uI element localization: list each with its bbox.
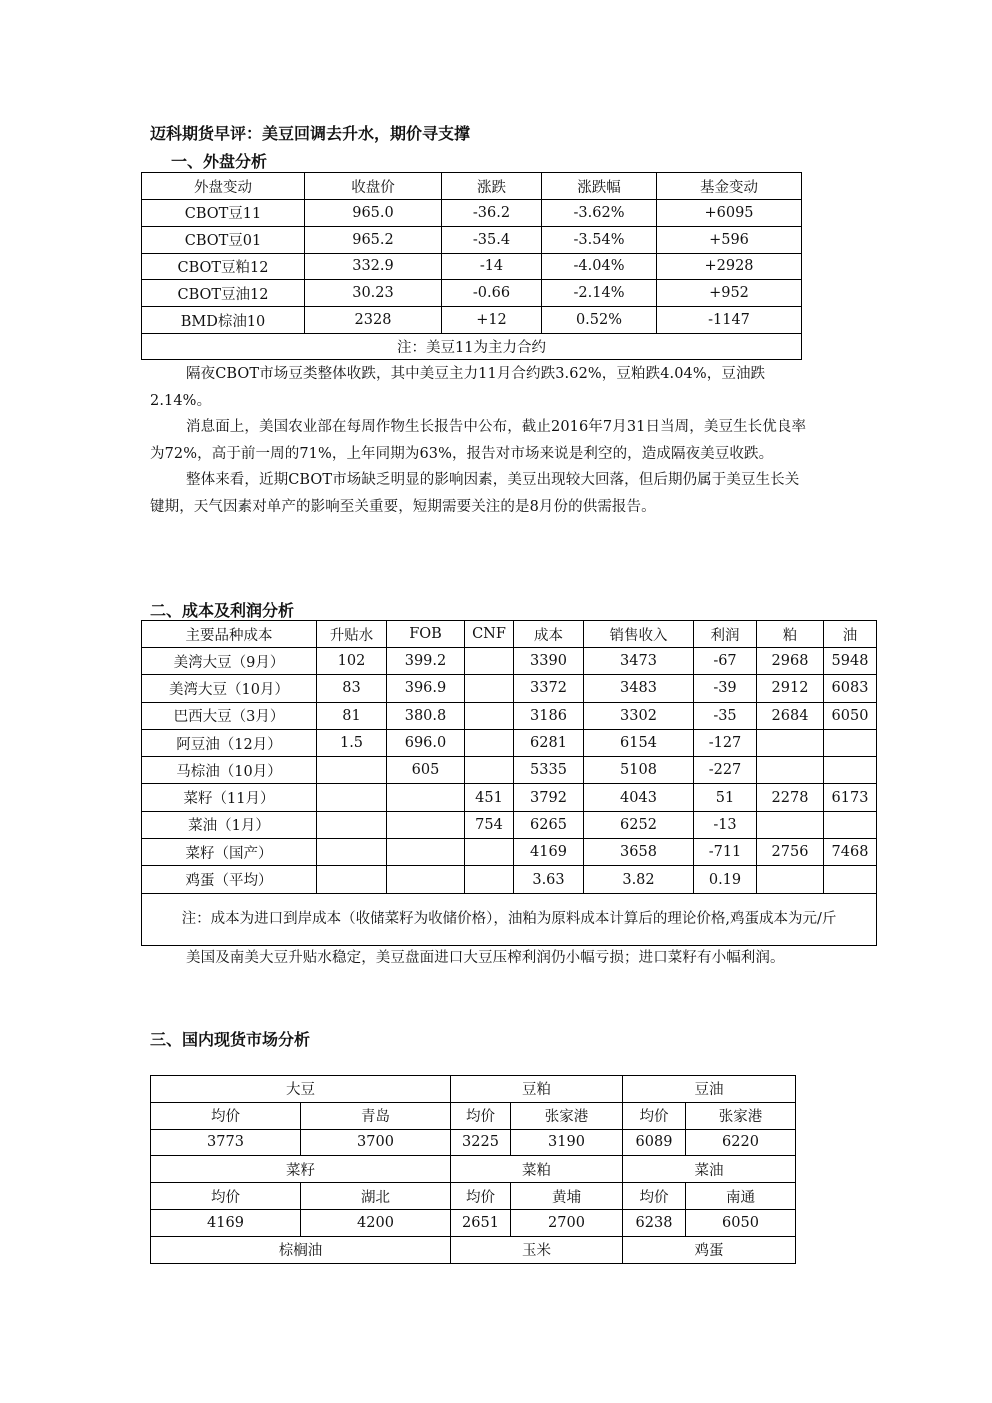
table-row	[142, 784, 877, 811]
table-cell: 6050	[686, 1209, 796, 1236]
table-cell: 3658	[584, 839, 694, 866]
group-header-row	[151, 1156, 796, 1183]
table-cell: CBOT豆油12	[142, 280, 305, 307]
table-cell: -1147	[657, 307, 802, 334]
table-cell: 965.0	[305, 200, 442, 227]
table-cell: 6238	[623, 1209, 686, 1236]
table-cell	[465, 675, 514, 702]
section2-paragraph	[141, 945, 801, 972]
page-title: 迈科期货早评：美豆回调去升水，期价寻支撑	[150, 124, 471, 143]
column-header: 升贴水	[317, 621, 387, 648]
group-header: 棕榈油	[151, 1236, 451, 1263]
group-header: 菜籽	[151, 1156, 451, 1183]
group-header-row	[151, 1076, 796, 1103]
table-cell: 6154	[584, 729, 694, 756]
table-cell: +596	[657, 226, 802, 253]
table-cell: CBOT豆粕12	[142, 253, 305, 280]
table-cell: 4200	[301, 1209, 451, 1236]
spot-market-table	[150, 1075, 796, 1264]
table-cell: -227	[694, 757, 757, 784]
table-cell: 399.2	[387, 648, 465, 675]
table-cell: 鸡蛋（平均）	[142, 866, 317, 893]
table-cell: -35	[694, 702, 757, 729]
table-cell	[824, 729, 877, 756]
table-cell	[387, 866, 465, 893]
table-cell	[387, 839, 465, 866]
table-cell	[317, 839, 387, 866]
subheader-row	[151, 1183, 796, 1210]
table-cell	[757, 757, 824, 784]
column-header: 成本	[514, 621, 584, 648]
table-cell: 3190	[511, 1129, 623, 1156]
column-header: 粕	[757, 621, 824, 648]
column-header: 利润	[694, 621, 757, 648]
table-row	[142, 675, 877, 702]
subheader-row	[151, 1102, 796, 1129]
table-cell: 332.9	[305, 253, 442, 280]
column-header: 湖北	[301, 1183, 451, 1210]
value-row	[151, 1209, 796, 1236]
table-cell	[465, 839, 514, 866]
table-cell: 马棕油（10月）	[142, 757, 317, 784]
table-row	[142, 280, 802, 307]
table-note: 注：美豆11为主力合约	[142, 333, 802, 359]
table-row	[142, 757, 877, 784]
column-header: 黄埔	[511, 1183, 623, 1210]
group-header: 豆粕	[451, 1076, 623, 1103]
table-cell: -0.66	[442, 280, 542, 307]
table-row	[142, 226, 802, 253]
table-cell: 阿豆油（12月）	[142, 729, 317, 756]
table-note-row	[142, 893, 877, 945]
table-cell: -3.62%	[542, 200, 657, 227]
table-cell	[317, 811, 387, 838]
table-cell: 3390	[514, 648, 584, 675]
table-cell: 2684	[757, 702, 824, 729]
table-cell: 605	[387, 757, 465, 784]
group-header: 菜粕	[451, 1156, 623, 1183]
table-cell: 巴西大豆（3月）	[142, 702, 317, 729]
table-cell: +952	[657, 280, 802, 307]
table-cell: 2700	[511, 1209, 623, 1236]
table-cell: 696.0	[387, 729, 465, 756]
paragraph: 美国及南美大豆升贴水稳定，美豆盘面进口大豆压榨利润仍小幅亏损；进口菜籽有小幅利润。	[186, 950, 785, 966]
table-cell: -67	[694, 648, 757, 675]
table-row	[142, 729, 877, 756]
table-cell	[757, 866, 824, 893]
section3-heading: 三、国内现货市场分析	[150, 1030, 311, 1049]
column-header: 销售收入	[584, 621, 694, 648]
table-cell: 81	[317, 702, 387, 729]
table-cell: 6220	[686, 1129, 796, 1156]
table-cell: 3473	[584, 648, 694, 675]
table-cell: -14	[442, 253, 542, 280]
table-cell: 5335	[514, 757, 584, 784]
table-cell: 3302	[584, 702, 694, 729]
table-cell	[757, 729, 824, 756]
table-header-row	[142, 173, 802, 200]
value-row	[151, 1129, 796, 1156]
table-cell: -39	[694, 675, 757, 702]
table-cell: 380.8	[387, 702, 465, 729]
group-header: 鸡蛋	[623, 1236, 796, 1263]
table-cell: 965.2	[305, 226, 442, 253]
table-cell: -127	[694, 729, 757, 756]
column-header: 涨跌	[442, 173, 542, 200]
table-cell	[317, 784, 387, 811]
column-header: CNF	[465, 621, 514, 648]
table-cell: 1.5	[317, 729, 387, 756]
section2-heading: 二、成本及利润分析	[150, 601, 295, 620]
table-cell	[824, 866, 877, 893]
table-cell	[465, 729, 514, 756]
cost-profit-table	[141, 620, 877, 946]
table-cell	[387, 784, 465, 811]
paragraph: 隔夜CBOT市场豆类整体收跌，其中美豆主力11月合约跌3.62%，豆粕跌4.04%，豆油跌2.14%。	[150, 366, 766, 409]
table-cell: 0.19	[694, 866, 757, 893]
column-header: 主要品种成本	[142, 621, 317, 648]
table-cell: 2968	[757, 648, 824, 675]
table-cell: 3186	[514, 702, 584, 729]
table-cell: -13	[694, 811, 757, 838]
group-header-row	[151, 1236, 796, 1263]
table-cell	[465, 866, 514, 893]
table-cell: 菜籽（11月）	[142, 784, 317, 811]
table-cell: 754	[465, 811, 514, 838]
table-cell: 5108	[584, 757, 694, 784]
table-cell: 3.63	[514, 866, 584, 893]
table-cell: 4043	[584, 784, 694, 811]
table-cell: 3773	[151, 1129, 301, 1156]
column-header: 均价	[623, 1183, 686, 1210]
column-header: 均价	[151, 1102, 301, 1129]
table-cell: 0.52%	[542, 307, 657, 334]
table-row	[142, 866, 877, 893]
table-cell: 6281	[514, 729, 584, 756]
table-cell: 3372	[514, 675, 584, 702]
column-header: 青岛	[301, 1102, 451, 1129]
table-cell: 6173	[824, 784, 877, 811]
table-cell: 30.23	[305, 280, 442, 307]
table-cell: -2.14%	[542, 280, 657, 307]
group-header: 大豆	[151, 1076, 451, 1103]
table-cell: 3483	[584, 675, 694, 702]
table-cell	[317, 866, 387, 893]
table-row	[142, 200, 802, 227]
table-cell: 4169	[514, 839, 584, 866]
table-cell: 2278	[757, 784, 824, 811]
column-header: FOB	[387, 621, 465, 648]
table-cell: CBOT豆11	[142, 200, 305, 227]
column-header: 均价	[151, 1183, 301, 1210]
table-cell: 3225	[451, 1129, 511, 1156]
table-cell	[465, 648, 514, 675]
column-header: 基金变动	[657, 173, 802, 200]
table-note-row	[142, 333, 802, 359]
table-cell: +6095	[657, 200, 802, 227]
table-cell: 2651	[451, 1209, 511, 1236]
table-cell: CBOT豆01	[142, 226, 305, 253]
table-row	[142, 702, 877, 729]
table-cell: 美湾大豆（9月）	[142, 648, 317, 675]
table-cell	[465, 757, 514, 784]
external-market-table	[141, 172, 802, 360]
column-header: 收盘价	[305, 173, 442, 200]
group-header: 玉米	[451, 1236, 623, 1263]
column-header: 涨跌幅	[542, 173, 657, 200]
column-header: 张家港	[511, 1102, 623, 1129]
column-header: 均价	[451, 1183, 511, 1210]
table-cell	[387, 811, 465, 838]
table-cell: 2756	[757, 839, 824, 866]
column-header: 均价	[623, 1102, 686, 1129]
table-cell: 3792	[514, 784, 584, 811]
table-cell: 6252	[584, 811, 694, 838]
table-cell: 菜油（1月）	[142, 811, 317, 838]
table-cell	[824, 757, 877, 784]
table-cell: 美湾大豆（10月）	[142, 675, 317, 702]
paragraph: 消息面上，美国农业部在每周作物生长报告中公布，截止2016年7月31日当周，美豆生长优良率为72%，高于前一周的71%，上年同期为63%，报告对市场来说是利空的，造成隔夜美豆收跌。	[150, 419, 807, 462]
column-header: 外盘变动	[142, 173, 305, 200]
table-cell: 51	[694, 784, 757, 811]
table-cell: 3.82	[584, 866, 694, 893]
section1-paragraphs	[150, 361, 810, 520]
table-cell: 菜籽（国产）	[142, 839, 317, 866]
column-header: 张家港	[686, 1102, 796, 1129]
table-cell: 6089	[623, 1129, 686, 1156]
table-cell: 6265	[514, 811, 584, 838]
table-cell: 451	[465, 784, 514, 811]
table-note: 注：成本为进口到岸成本（收储菜籽为收储价格），油粕为原料成本计算后的理论价格,鸡蛋成本为元/斤	[142, 893, 877, 945]
table-cell: 7468	[824, 839, 877, 866]
table-cell: 102	[317, 648, 387, 675]
table-cell: +2928	[657, 253, 802, 280]
column-header: 油	[824, 621, 877, 648]
group-header: 豆油	[623, 1076, 796, 1103]
table-cell	[757, 811, 824, 838]
table-cell: 6050	[824, 702, 877, 729]
column-header: 南通	[686, 1183, 796, 1210]
column-header: 均价	[451, 1102, 511, 1129]
table-header-row	[142, 621, 877, 648]
table-row	[142, 253, 802, 280]
section1-heading: 一、外盘分析	[171, 152, 268, 171]
table-row	[142, 307, 802, 334]
table-cell: 2912	[757, 675, 824, 702]
table-cell: +12	[442, 307, 542, 334]
table-row	[142, 839, 877, 866]
table-cell	[824, 811, 877, 838]
table-cell: BMD棕油10	[142, 307, 305, 334]
table-cell: -36.2	[442, 200, 542, 227]
table-row	[142, 648, 877, 675]
table-cell: 5948	[824, 648, 877, 675]
table-cell	[465, 702, 514, 729]
table-cell: -35.4	[442, 226, 542, 253]
table-cell: -711	[694, 839, 757, 866]
table-cell: -3.54%	[542, 226, 657, 253]
table-cell: 3700	[301, 1129, 451, 1156]
table-cell: -4.04%	[542, 253, 657, 280]
table-cell: 6083	[824, 675, 877, 702]
table-row	[142, 811, 877, 838]
table-cell: 83	[317, 675, 387, 702]
table-cell: 396.9	[387, 675, 465, 702]
table-cell	[317, 757, 387, 784]
paragraph: 整体来看，近期CBOT市场缺乏明显的影响因素，美豆出现较大回落，但后期仍属于美豆生长关键期，天气因素对单产的影响至关重要，短期需要关注的是8月份的供需报告。	[150, 472, 800, 515]
group-header: 菜油	[623, 1156, 796, 1183]
table-cell: 2328	[305, 307, 442, 334]
table-cell: 4169	[151, 1209, 301, 1236]
